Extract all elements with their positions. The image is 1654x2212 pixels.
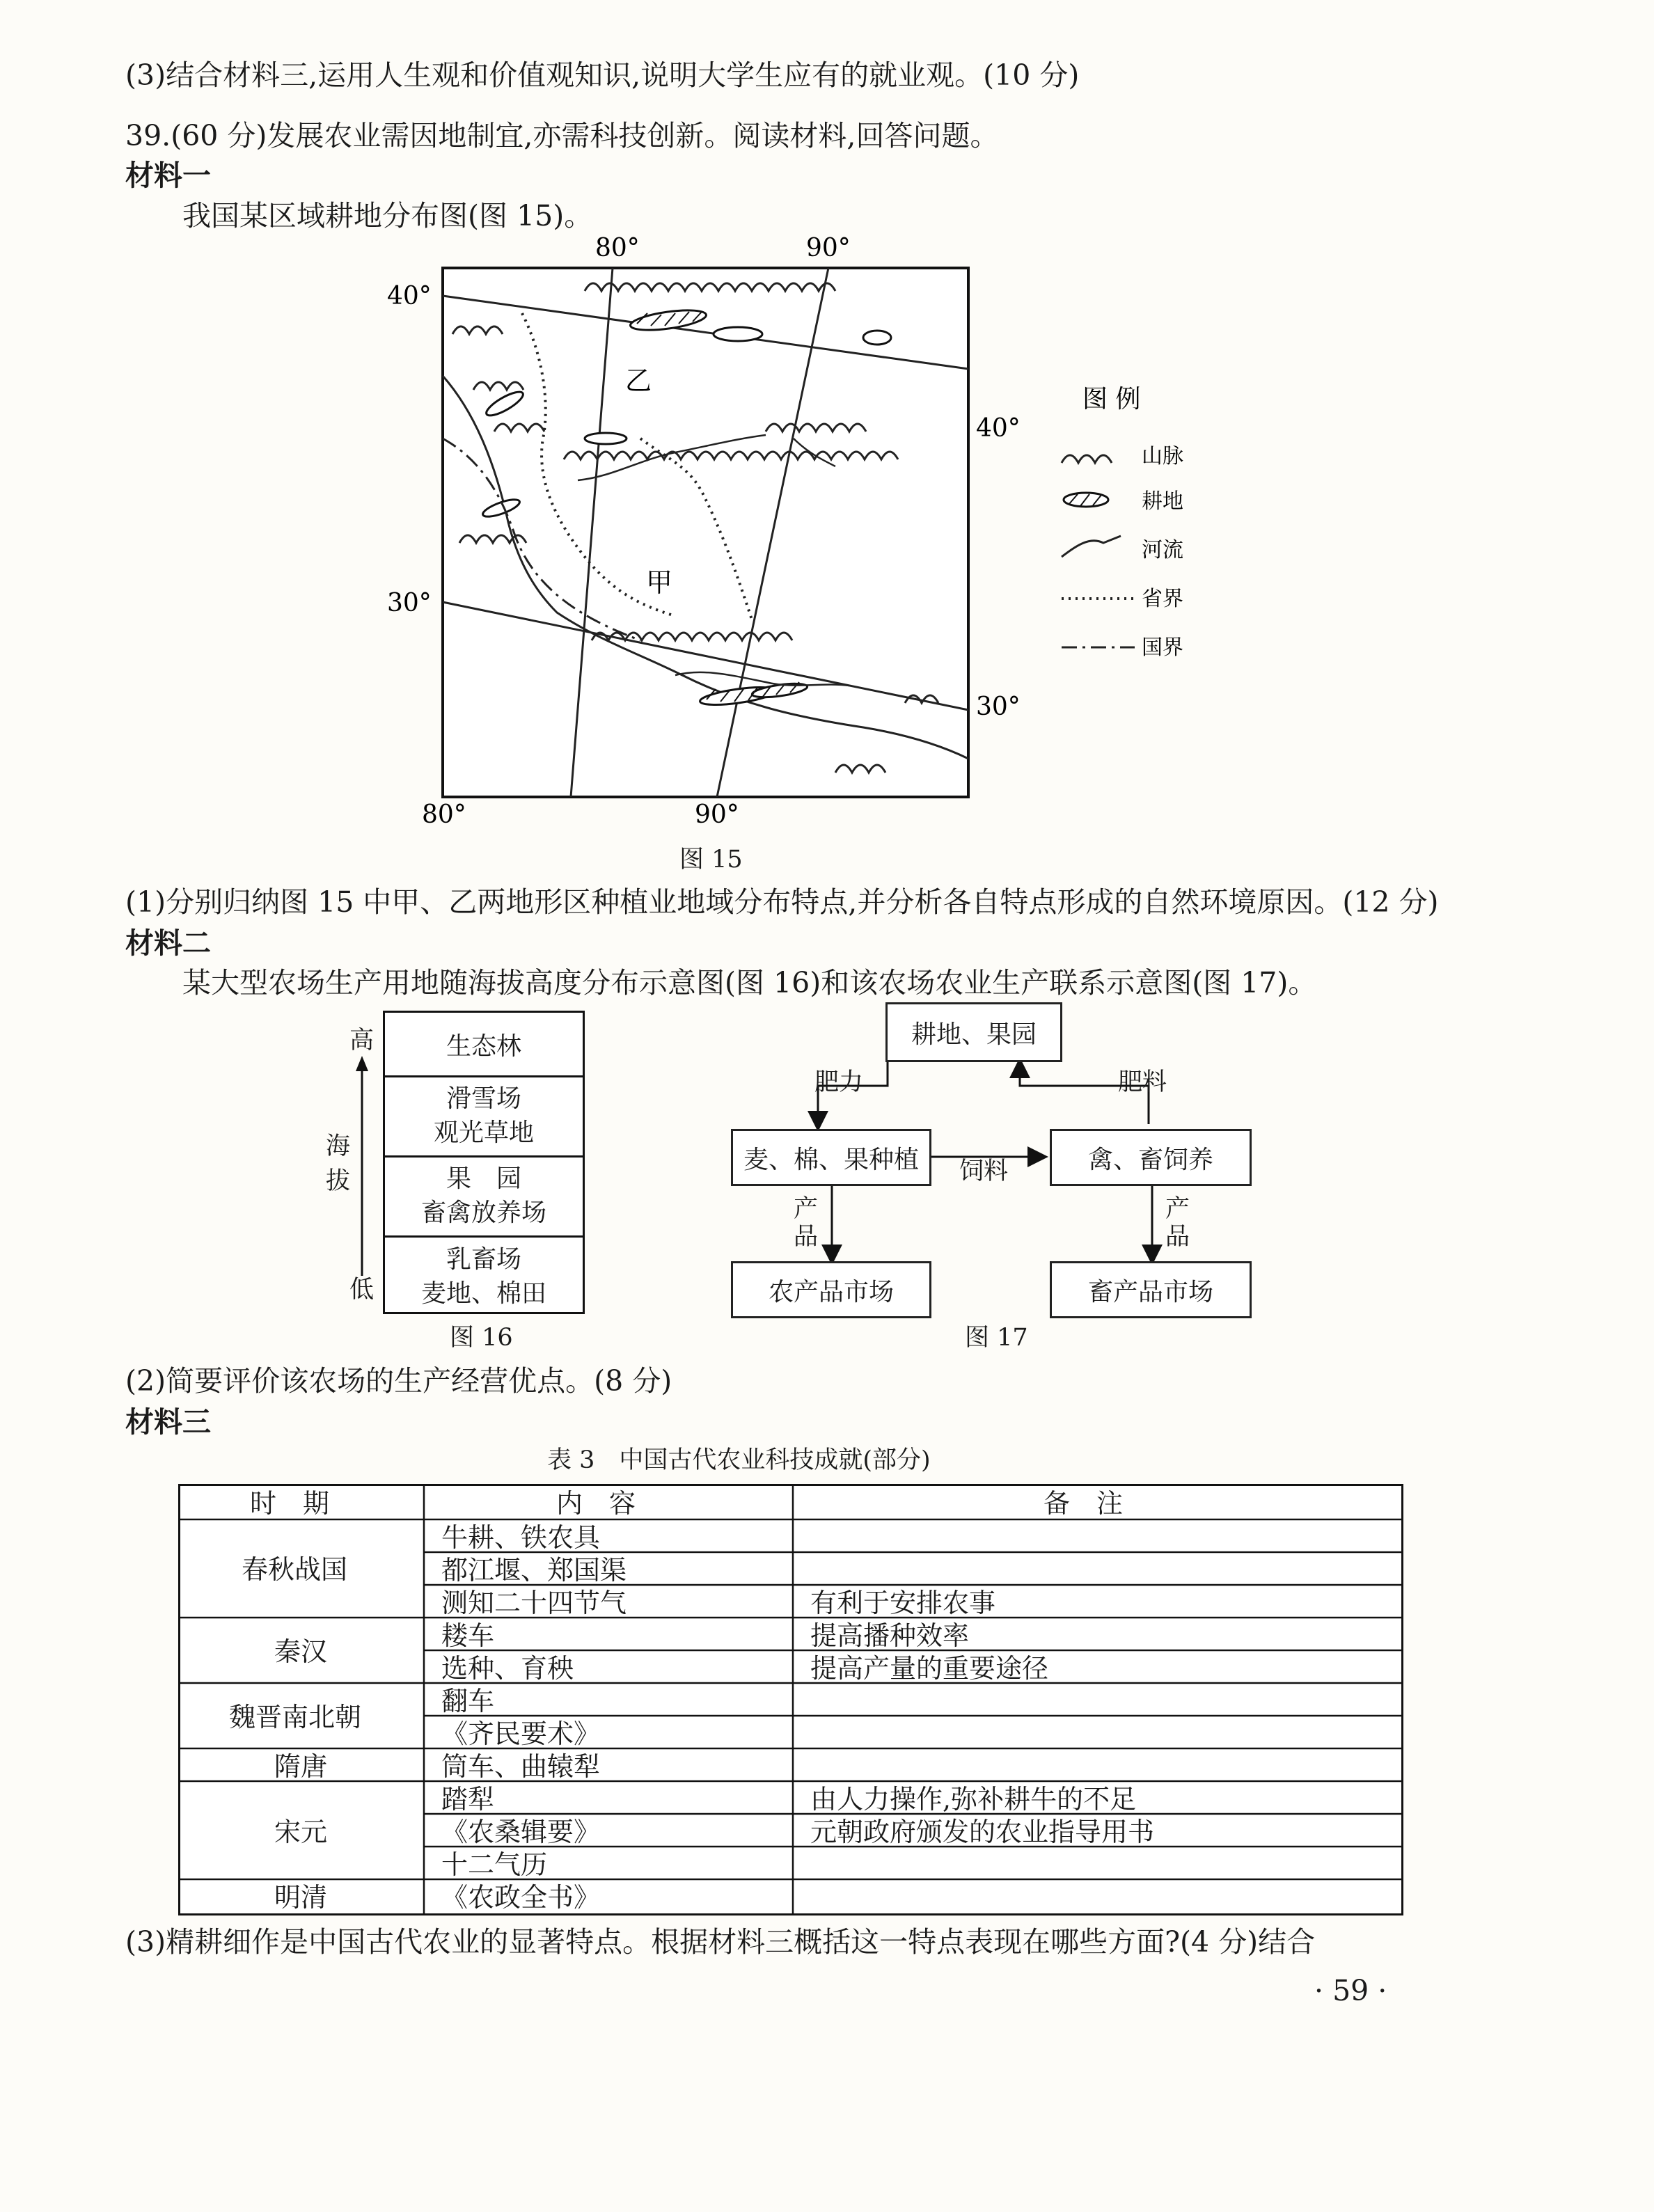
lon-90-top: 90° xyxy=(806,234,851,262)
figure-15-caption: 图 15 xyxy=(679,846,743,874)
box-livestock-market: 畜产品市场 xyxy=(1050,1261,1252,1318)
header-note: 备 注 xyxy=(1043,1488,1124,1519)
content-seed-drill: 耧车 xyxy=(441,1620,495,1651)
content-qimin-yaoshu: 《齐民要术》 xyxy=(441,1719,601,1749)
altitude-axis-2: 拔 xyxy=(326,1167,351,1195)
content-dujiangyan: 都江堰、郑国渠 xyxy=(441,1555,627,1586)
legend-provincial-label: 省界 xyxy=(1142,587,1183,611)
lat-30-right: 30° xyxy=(976,693,1021,721)
box-livestock: 禽、畜饲养 xyxy=(1050,1129,1252,1186)
period-qin-han: 秦汉 xyxy=(274,1636,328,1667)
box-farmland-orchard: 耕地、果园 xyxy=(885,1002,1062,1062)
legend-mountain xyxy=(1062,444,1183,468)
label-product-left-2: 品 xyxy=(794,1223,819,1251)
lat-40-left: 40° xyxy=(387,282,432,310)
altitude-low: 低 xyxy=(349,1276,375,1304)
note-seed-drill: 提高播种效率 xyxy=(810,1620,970,1651)
legend-cropland xyxy=(1064,489,1183,514)
question-39-title: 39.(60 分)发展农业需因地制宜,亦需科技创新。阅读材料,回答问题。 xyxy=(125,119,999,152)
period-song-yuan: 宋元 xyxy=(274,1817,328,1847)
note-seed-selection: 提高产量的重要途径 xyxy=(810,1653,1049,1684)
level-orchard-poultry xyxy=(385,1158,583,1238)
material-1-heading: 材料一 xyxy=(125,159,211,192)
note-foot-plough: 由人力操作,弥补耕牛的不足 xyxy=(810,1784,1137,1815)
question-3-prev: (3)结合材料三,运用人生观和价值观知识,说明大学生应有的就业观。(10 分) xyxy=(125,58,1080,92)
cropland-map xyxy=(376,230,1281,856)
altitude-high: 高 xyxy=(349,1027,375,1054)
legend-national xyxy=(1062,635,1183,660)
level-dairy-wheat xyxy=(385,1238,583,1316)
box-agri-market: 农产品市场 xyxy=(731,1261,931,1318)
content-nongzheng-quanshu: 《农政全书》 xyxy=(441,1882,601,1913)
page-number: · 59 · xyxy=(1314,1974,1387,2007)
header-content: 内 容 xyxy=(556,1488,636,1519)
label-feed: 饲料 xyxy=(959,1158,1009,1185)
content-ox-plough: 牛耕、铁农具 xyxy=(441,1522,601,1553)
level-ecological-forest: 生态林 xyxy=(385,1013,583,1077)
label-product-left-1: 产 xyxy=(794,1195,819,1223)
content-water-wheel: 翻车 xyxy=(441,1686,495,1716)
content-twelve-calendar: 十二气历 xyxy=(441,1849,548,1880)
lon-90-bottom: 90° xyxy=(695,800,739,829)
period-sui-tang: 隋唐 xyxy=(274,1751,328,1782)
note-nongsang-jiyao: 元朝政府颁发的农业指导用书 xyxy=(810,1817,1155,1847)
figure-16-caption: 图 16 xyxy=(450,1324,513,1352)
lat-40-right: 40° xyxy=(976,414,1021,443)
note-solar-terms: 有利于安排农事 xyxy=(810,1588,996,1618)
question-1: (1)分别归纳图 15 中甲、乙两地形区种植业地域分布特点,并分析各自特点形成的自然环境原因。(12 分) xyxy=(125,885,1439,919)
altitude-axis-1: 海 xyxy=(326,1132,351,1160)
lon-80-bottom: 80° xyxy=(422,800,466,829)
legend-provincial xyxy=(1062,587,1183,611)
level-poultry: 畜禽放养场 xyxy=(420,1199,546,1227)
legend-river-label: 河流 xyxy=(1142,538,1183,562)
legend-mountain-label: 山脉 xyxy=(1142,444,1183,468)
level-grassland: 观光草地 xyxy=(433,1119,534,1147)
agri-tech-table xyxy=(178,1484,1403,1915)
legend-title: 图 例 xyxy=(1082,385,1141,413)
level-orchard: 果 园 xyxy=(446,1164,521,1194)
level-ski: 滑雪场 xyxy=(446,1084,521,1114)
legend-cropland-label: 耕地 xyxy=(1142,489,1183,514)
content-seed-selection: 选种、育秧 xyxy=(441,1653,574,1684)
label-manure: 肥料 xyxy=(1118,1068,1167,1096)
region-jia-label: 甲 xyxy=(646,567,673,598)
material-2-intro: 某大型农场生产用地随海拔高度分布示意图(图 16)和该农场农业生产联系示意图(图 17)。 xyxy=(182,966,1317,1000)
question-2: (2)简要评价该农场的生产经营优点。(8 分) xyxy=(125,1364,672,1398)
content-nongsang-jiyao: 《农桑辑要》 xyxy=(441,1817,601,1847)
table-3-title: 表 3 中国古代农业科技成就(部分) xyxy=(547,1446,931,1474)
label-product-right-1: 产 xyxy=(1165,1195,1190,1223)
lat-30-left: 30° xyxy=(387,589,432,617)
legend-river xyxy=(1062,536,1183,562)
content-foot-plough: 踏犁 xyxy=(441,1784,495,1815)
region-yi-label: 乙 xyxy=(625,365,652,396)
content-tube-wheel: 筒车、曲辕犁 xyxy=(441,1751,601,1782)
label-product-right-2: 品 xyxy=(1165,1223,1190,1251)
level-ski-grassland xyxy=(385,1077,583,1158)
header-period: 时 期 xyxy=(250,1488,330,1519)
box-crop-planting: 麦、棉、果种植 xyxy=(731,1129,931,1186)
level-wheat-cotton: 麦地、棉田 xyxy=(420,1279,546,1308)
period-wei-jin: 魏晋南北朝 xyxy=(229,1702,362,1732)
map-frame xyxy=(443,268,968,797)
legend-national-label: 国界 xyxy=(1142,635,1183,660)
lon-80-top: 80° xyxy=(595,234,640,262)
label-fertility: 肥力 xyxy=(814,1068,864,1096)
altitude-arrow xyxy=(348,1054,376,1277)
altitude-levels-box xyxy=(383,1011,585,1314)
figure-17-caption: 图 17 xyxy=(965,1324,1028,1352)
level-dairy: 乳畜场 xyxy=(446,1245,521,1274)
material-3-heading: 材料三 xyxy=(125,1405,211,1439)
period-ming-qing: 明清 xyxy=(274,1882,328,1913)
material-2-heading: 材料二 xyxy=(125,926,211,960)
table-grid xyxy=(180,1486,1401,1913)
content-solar-terms: 测知二十四节气 xyxy=(441,1588,627,1618)
material-1-intro: 我国某区域耕地分布图(图 15)。 xyxy=(182,199,593,232)
question-3: (3)精耕细作是中国古代农业的显著特点。根据材料三概括这一特点表现在哪些方面?(4 分)结合 xyxy=(125,1925,1316,1959)
period-spring-autumn: 春秋战国 xyxy=(242,1554,348,1585)
